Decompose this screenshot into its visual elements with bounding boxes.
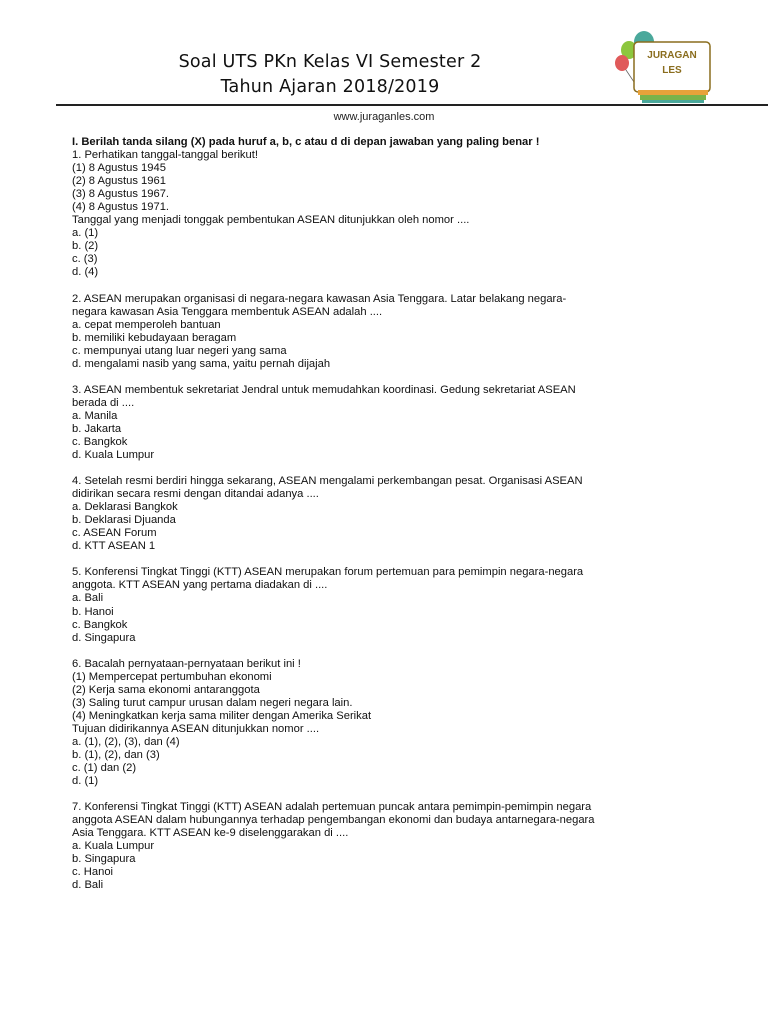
page-subtitle: Tahun Ajaran 2018/2019 [220,77,440,97]
answer-option-d: d. mengalami nasib yang sama, yaitu pernah dijajah [72,357,331,370]
answer-option-d: d. Kuala Lumpur [72,449,155,462]
question-text: 4. Setelah resmi berdiri hingga sekarang, ASEAN mengalami perkembangan pesat. Organisasi ASEAN [72,475,583,488]
question-text: (3) Saling turut campur urusan dalam negeri negara lain. [72,696,353,709]
answer-option-a: a. Kuala Lumpur [72,840,155,853]
question-5 [72,566,712,644]
answer-option-b: b. (1), (2), dan (3) [72,748,160,761]
logo-graphic [614,28,718,104]
answer-option-a: a. Bali [72,592,104,605]
answer-option-d: d. Bali [72,879,104,892]
question-text: Tanggal yang menjadi tonggak pembentukan ASEAN ditunjukkan oleh nomor .... [72,214,470,227]
book-green [640,95,706,100]
answer-option-a: a. cepat memperoleh bantuan [72,318,221,331]
question-4 [72,475,712,553]
question-text: (1) 8 Agustus 1945 [72,162,166,175]
header-divider [56,104,768,106]
answer-option-b: b. Singapura [72,853,136,866]
answer-option-a: a. (1) [72,227,99,240]
question-text: (2) Kerja sama ekonomi antaranggota [72,683,260,696]
answer-option-b: b. Jakarta [72,422,122,435]
answer-option-c: c. mempunyai utang luar negeri yang sama [72,344,287,357]
answer-option-b: b. Deklarasi Djuanda [72,514,176,527]
question-6 [72,658,712,788]
answer-option-d: d. (4) [72,266,99,279]
question-text: 5. Konferensi Tingkat Tinggi (KTT) ASEAN merupakan forum pertemuan para pemimpin negara-negara [72,566,584,579]
question-text: Asia Tenggara. KTT ASEAN ke-9 diselenggarakan di .... [72,827,349,840]
question-text: 3. ASEAN membentuk sekretariat Jendral untuk memudahkan koordinasi. Gedung sekretariat ASEAN [72,383,576,396]
logo-text-juragan: JURAGAN [647,50,697,61]
answer-option-c: c. Bangkok [72,618,128,631]
question-text: didirikan secara resmi dengan ditandai adanya .... [72,488,319,501]
question-text: negara kawasan Asia Tenggara membentuk ASEAN adalah .... [72,305,383,318]
question-text: 1. Perhatikan tanggal-tanggal berikut! [72,149,258,162]
question-7 [72,801,712,892]
question-text: 2. ASEAN merupakan organisasi di negara-negara kawasan Asia Tenggara. Latar belakang negara- [72,292,567,305]
logo-text-les: LES [662,65,682,76]
question-text: (4) Meningkatkan kerja sama militer dengan Amerika Serikat [72,709,372,722]
question-list [72,149,712,892]
answer-option-c: c. Hanoi [72,866,114,879]
question-text: 7. Konferensi Tingkat Tinggi (KTT) ASEAN adalah pertemuan puncak antara pemimpin-pemimpin negara [72,801,592,814]
question-2 [72,293,712,371]
answer-option-a: a. Deklarasi Bangkok [72,501,178,514]
answer-option-c: c. (1) dan (2) [72,762,137,775]
question-text: 6. Bacalah pernyataan-pernyataan berikut ini ! [72,657,301,670]
question-1 [72,149,712,279]
question-text: (4) 8 Agustus 1971. [72,201,170,214]
answer-option-d: d. KTT ASEAN 1 [72,540,156,553]
question-text: berada di .... [72,396,135,409]
exam-content [72,136,712,905]
answer-option-a: a. (1), (2), (3), dan (4) [72,735,180,748]
answer-option-b: b. memiliki kebudayaan beragam [72,331,237,344]
question-text: Tujuan didirikannya ASEAN ditunjukkan nomor .... [72,722,320,735]
instruction: I. Berilah tanda silang (X) pada huruf a, b, c atau d di depan jawaban yang paling benar ! [72,136,540,148]
answer-option-d: d. (1) [72,775,99,788]
page-title: Soal UTS PKn Kelas VI Semester 2 [178,52,482,72]
answer-option-b: b. Hanoi [72,605,114,618]
question-text: (2) 8 Agustus 1961 [72,175,166,188]
answer-option-b: b. (2) [72,240,99,253]
website-link[interactable]: www.juraganles.com [333,111,435,123]
question-3 [72,384,712,462]
question-text: anggota ASEAN dalam hubungannya terhadap pengembangan ekonomi dan budaya antarnegara-negara [72,814,595,827]
balloon-red [615,55,629,71]
answer-option-c: c. ASEAN Forum [72,527,157,540]
question-text: (3) 8 Agustus 1967. [72,188,170,201]
answer-option-c: c. Bangkok [72,435,128,448]
answer-option-a: a. Manila [72,409,118,422]
question-text: (1) Mempercepat pertumbuhan ekonomi [72,670,272,683]
question-text: anggota. KTT ASEAN yang pertama diadakan di .... [72,579,328,592]
juraganles-logo [614,28,718,104]
answer-option-d: d. Singapura [72,631,136,644]
book-orange [638,90,708,95]
answer-option-c: c. (3) [72,253,98,266]
